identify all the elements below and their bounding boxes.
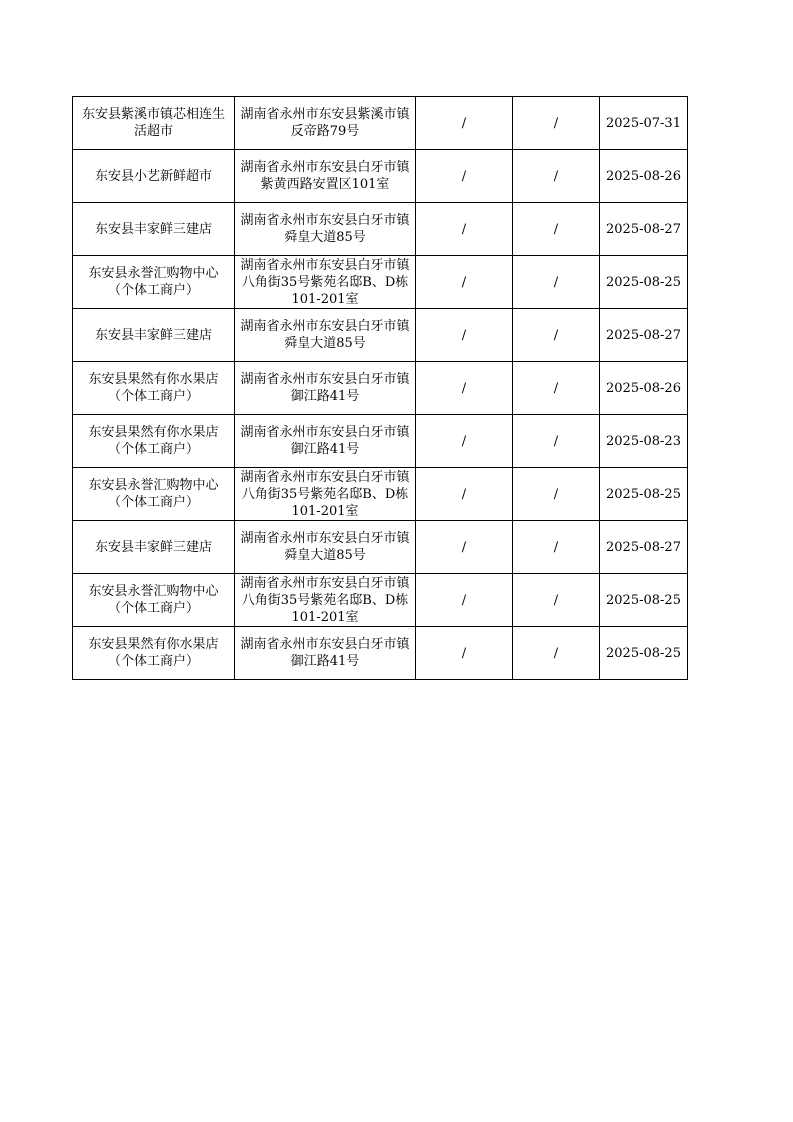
store-name-cell: 东安县果然有你水果店（个体工商户） bbox=[73, 627, 235, 680]
date-cell: 2025-08-23 bbox=[600, 415, 688, 468]
records-table bbox=[72, 96, 688, 680]
date-cell: 2025-08-25 bbox=[600, 574, 688, 627]
table-row bbox=[73, 150, 688, 203]
address-cell: 湖南省永州市东安县白牙市镇御江路41号 bbox=[235, 362, 416, 415]
empty-value-cell: / bbox=[416, 521, 513, 574]
date-cell: 2025-08-27 bbox=[600, 203, 688, 256]
date-cell: 2025-08-27 bbox=[600, 521, 688, 574]
store-name-cell: 东安县永誉汇购物中心（个体工商户） bbox=[73, 256, 235, 309]
address-cell: 湖南省永州市东安县白牙市镇舜皇大道85号 bbox=[235, 203, 416, 256]
address-cell: 湖南省永州市东安县紫溪市镇反帝路79号 bbox=[235, 97, 416, 150]
date-cell: 2025-08-25 bbox=[600, 627, 688, 680]
address-cell: 湖南省永州市东安县白牙市镇八角街35号紫苑名邸B、D栋101-201室 bbox=[235, 256, 416, 309]
table-row bbox=[73, 203, 688, 256]
address-cell: 湖南省永州市东安县白牙市镇御江路41号 bbox=[235, 415, 416, 468]
empty-value-cell: / bbox=[416, 574, 513, 627]
date-cell: 2025-08-25 bbox=[600, 468, 688, 521]
empty-value-cell: / bbox=[416, 256, 513, 309]
empty-value-cell: / bbox=[416, 150, 513, 203]
empty-value-cell: / bbox=[513, 468, 600, 521]
empty-value-cell: / bbox=[513, 627, 600, 680]
date-cell: 2025-08-26 bbox=[600, 362, 688, 415]
address-cell: 湖南省永州市东安县白牙市镇御江路41号 bbox=[235, 627, 416, 680]
empty-value-cell: / bbox=[513, 309, 600, 362]
store-name-cell: 东安县永誉汇购物中心（个体工商户） bbox=[73, 468, 235, 521]
store-name-cell: 东安县丰家鲜三建店 bbox=[73, 203, 235, 256]
empty-value-cell: / bbox=[416, 627, 513, 680]
store-name-cell: 东安县小艺新鲜超市 bbox=[73, 150, 235, 203]
empty-value-cell: / bbox=[416, 309, 513, 362]
empty-value-cell: / bbox=[416, 362, 513, 415]
empty-value-cell: / bbox=[513, 362, 600, 415]
empty-value-cell: / bbox=[513, 415, 600, 468]
empty-value-cell: / bbox=[513, 256, 600, 309]
date-cell: 2025-08-26 bbox=[600, 150, 688, 203]
table-row bbox=[73, 521, 688, 574]
empty-value-cell: / bbox=[513, 521, 600, 574]
empty-value-cell: / bbox=[513, 203, 600, 256]
table-row bbox=[73, 415, 688, 468]
address-cell: 湖南省永州市东安县白牙市镇舜皇大道85号 bbox=[235, 309, 416, 362]
table-row bbox=[73, 627, 688, 680]
empty-value-cell: / bbox=[513, 97, 600, 150]
empty-value-cell: / bbox=[416, 203, 513, 256]
store-name-cell: 东安县永誉汇购物中心（个体工商户） bbox=[73, 574, 235, 627]
store-name-cell: 东安县丰家鲜三建店 bbox=[73, 521, 235, 574]
empty-value-cell: / bbox=[513, 574, 600, 627]
date-cell: 2025-08-25 bbox=[600, 256, 688, 309]
empty-value-cell: / bbox=[416, 468, 513, 521]
table-row bbox=[73, 574, 688, 627]
address-cell: 湖南省永州市东安县白牙市镇八角街35号紫苑名邸B、D栋101-201室 bbox=[235, 468, 416, 521]
empty-value-cell: / bbox=[416, 415, 513, 468]
table-row bbox=[73, 362, 688, 415]
table-row bbox=[73, 309, 688, 362]
store-name-cell: 东安县果然有你水果店（个体工商户） bbox=[73, 415, 235, 468]
date-cell: 2025-08-27 bbox=[600, 309, 688, 362]
empty-value-cell: / bbox=[513, 150, 600, 203]
table-row bbox=[73, 468, 688, 521]
store-name-cell: 东安县丰家鲜三建店 bbox=[73, 309, 235, 362]
address-cell: 湖南省永州市东安县白牙市镇舜皇大道85号 bbox=[235, 521, 416, 574]
table-row bbox=[73, 256, 688, 309]
records-table-body bbox=[73, 97, 688, 680]
empty-value-cell: / bbox=[416, 97, 513, 150]
table-row bbox=[73, 97, 688, 150]
store-name-cell: 东安县果然有你水果店（个体工商户） bbox=[73, 362, 235, 415]
date-cell: 2025-07-31 bbox=[600, 97, 688, 150]
address-cell: 湖南省永州市东安县白牙市镇紫黄西路安置区101室 bbox=[235, 150, 416, 203]
store-name-cell: 东安县紫溪市镇芯相连生活超市 bbox=[73, 97, 235, 150]
address-cell: 湖南省永州市东安县白牙市镇八角街35号紫苑名邸B、D栋101-201室 bbox=[235, 574, 416, 627]
